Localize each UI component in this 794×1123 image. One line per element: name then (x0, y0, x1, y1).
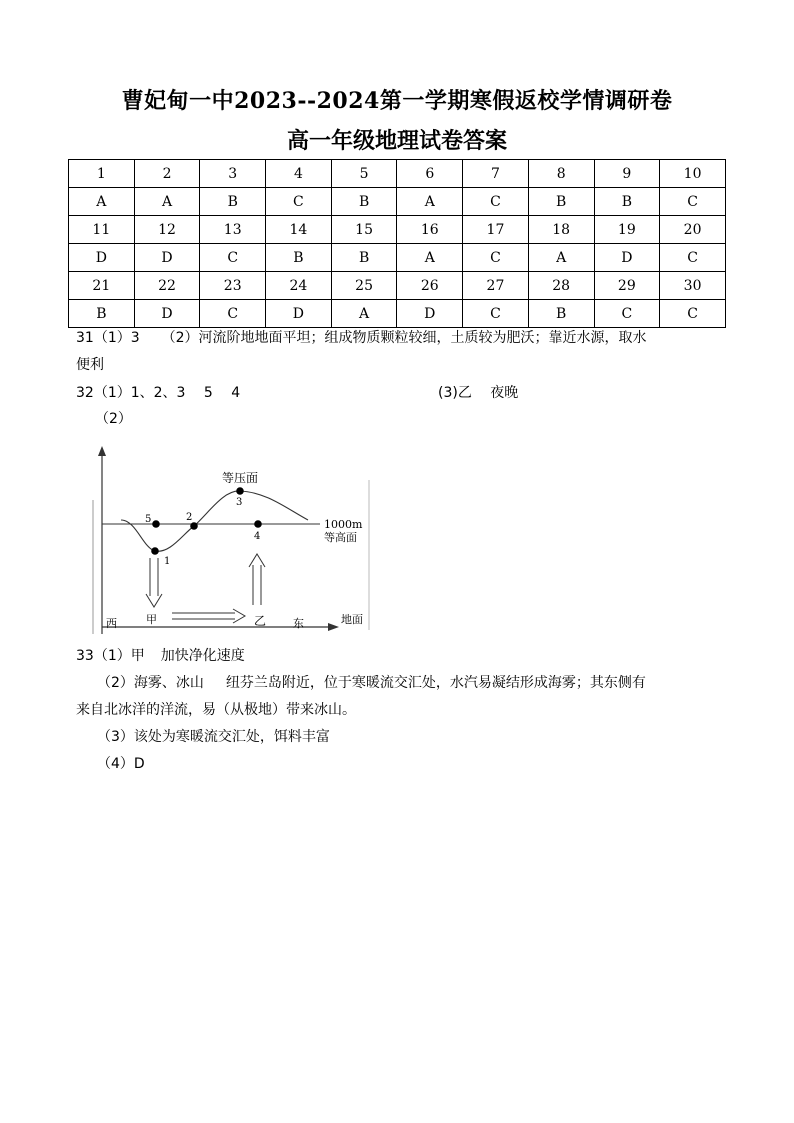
question-number-cell: 27 (463, 272, 529, 300)
point-5 (152, 520, 160, 528)
q33-part1-b: 加快净化速度 (160, 648, 245, 664)
west-label: 西 (106, 617, 117, 630)
answer-cell: D (134, 244, 200, 272)
ground-arrow-icon (328, 623, 339, 631)
question-number-cell: 11 (69, 216, 135, 244)
answer-cell: C (463, 300, 529, 328)
question-number-cell: 25 (331, 272, 397, 300)
answer-cell: C (200, 244, 266, 272)
answer-table (68, 159, 726, 328)
q31-part2: （2）河流阶地地面平坦；组成物质颗粒较细，土质较为肥沃；靠近水源，取水 (161, 330, 647, 346)
q33-part2-line1 (97, 670, 646, 697)
answer-cell: B (331, 244, 397, 272)
label-3: 3 (236, 497, 243, 508)
question-number-cell: 18 (528, 216, 594, 244)
answer-cell: A (134, 188, 200, 216)
answer-cell: B (69, 300, 135, 328)
answer-cell: C (463, 244, 529, 272)
question-number-cell: 24 (266, 272, 332, 300)
question-number-cell: 30 (660, 272, 726, 300)
label-5: 5 (145, 514, 152, 525)
isobar-label: 等压面 (222, 471, 259, 485)
answer-cell: B (528, 188, 594, 216)
question-number-cell: 13 (200, 216, 266, 244)
answer-cell: D (134, 300, 200, 328)
exam-title: 曹妃甸一中2023--2024第一学期寒假返校学情调研卷 (121, 88, 673, 114)
question-number-cell: 1 (69, 160, 135, 188)
question-number-cell: 28 (528, 272, 594, 300)
contour-value-label: 1000m (324, 518, 363, 531)
question-number-cell: 2 (134, 160, 200, 188)
answer-row (69, 188, 726, 216)
answer-cell: A (397, 188, 463, 216)
q33-part1-a: 33（1）甲 (76, 648, 145, 664)
descending-arrow-icon (146, 558, 162, 607)
answer-cell: A (69, 188, 135, 216)
q31-line1 (76, 325, 647, 352)
answer-cell: C (660, 300, 726, 328)
answer-cell: D (397, 300, 463, 328)
q33-part2-line2: 来自北冰洋的洋流，易（从极地）带来冰山。 (76, 702, 356, 718)
question-number-cell: 29 (594, 272, 660, 300)
contour-label: 等高面 (324, 531, 357, 544)
answer-cell: A (528, 244, 594, 272)
answer-cell: B (528, 300, 594, 328)
question-number-cell: 16 (397, 216, 463, 244)
answer-cell: C (660, 188, 726, 216)
q31-line2: 便利 (76, 357, 104, 373)
question-number-cell: 9 (594, 160, 660, 188)
answer-cell: C (266, 188, 332, 216)
label-2: 2 (186, 512, 193, 523)
answer-cell: D (69, 244, 135, 272)
question-number-cell: 8 (528, 160, 594, 188)
question-number-cell: 7 (463, 160, 529, 188)
label-4: 4 (254, 531, 261, 542)
point-3 (236, 487, 244, 495)
question-number-cell: 21 (69, 272, 135, 300)
ground-label: 地面 (341, 613, 363, 626)
q31-part1: 31（1）3 (76, 330, 140, 346)
answer-cell: B (594, 188, 660, 216)
point-1 (151, 547, 159, 555)
answer-row (69, 244, 726, 272)
question-number-cell: 20 (660, 216, 726, 244)
question-number-row (69, 272, 726, 300)
answer-cell: D (594, 244, 660, 272)
question-number-cell: 6 (397, 160, 463, 188)
jia-label: 甲 (146, 613, 157, 626)
question-number-cell: 23 (200, 272, 266, 300)
question-number-cell: 4 (266, 160, 332, 188)
answer-cell: A (331, 300, 397, 328)
question-number-cell: 14 (266, 216, 332, 244)
question-number-cell: 5 (331, 160, 397, 188)
q32-part3: (3)乙 夜晚 (438, 385, 519, 401)
yi-label: 乙 (254, 614, 267, 628)
y-axis-arrow-icon (98, 446, 106, 456)
east-label: 东 (293, 617, 304, 630)
answer-cell: B (331, 188, 397, 216)
q32-part1: 32（1）1、2、3 5 4 (76, 385, 241, 401)
point-4 (254, 520, 262, 528)
answer-cell: A (397, 244, 463, 272)
ascending-arrow-icon (249, 554, 265, 605)
question-number-cell: 17 (463, 216, 529, 244)
q33-part4: （4）D (97, 756, 145, 772)
answer-cell: C (660, 244, 726, 272)
answer-cell: D (266, 300, 332, 328)
q33-part2-a: （2）海雾、冰山 (97, 675, 204, 691)
answer-cell: B (266, 244, 332, 272)
question-number-row (69, 216, 726, 244)
pressure-diagram (88, 440, 378, 640)
answer-row (69, 300, 726, 328)
q32-part2-label: （2） (95, 411, 132, 427)
exam-subtitle: 高一年级地理试卷答案 (286, 128, 507, 154)
point-2 (190, 522, 198, 530)
answer-cell: C (594, 300, 660, 328)
answer-cell: B (200, 188, 266, 216)
question-number-cell: 26 (397, 272, 463, 300)
q33-part1 (76, 643, 245, 670)
label-1: 1 (164, 556, 171, 567)
answer-cell: C (463, 188, 529, 216)
question-number-cell: 19 (594, 216, 660, 244)
question-number-cell: 10 (660, 160, 726, 188)
question-number-cell: 3 (200, 160, 266, 188)
horizontal-arrow-icon (172, 609, 245, 623)
question-number-row (69, 160, 726, 188)
question-number-cell: 22 (134, 272, 200, 300)
q33-part3: （3）该处为寒暖流交汇处，饵料丰富 (97, 729, 330, 745)
q33-part2-b: 纽芬兰岛附近，位于寒暖流交汇处，水汽易凝结形成海雾；其东侧有 (225, 675, 646, 691)
question-number-cell: 15 (331, 216, 397, 244)
question-number-cell: 12 (134, 216, 200, 244)
answer-cell: C (200, 300, 266, 328)
